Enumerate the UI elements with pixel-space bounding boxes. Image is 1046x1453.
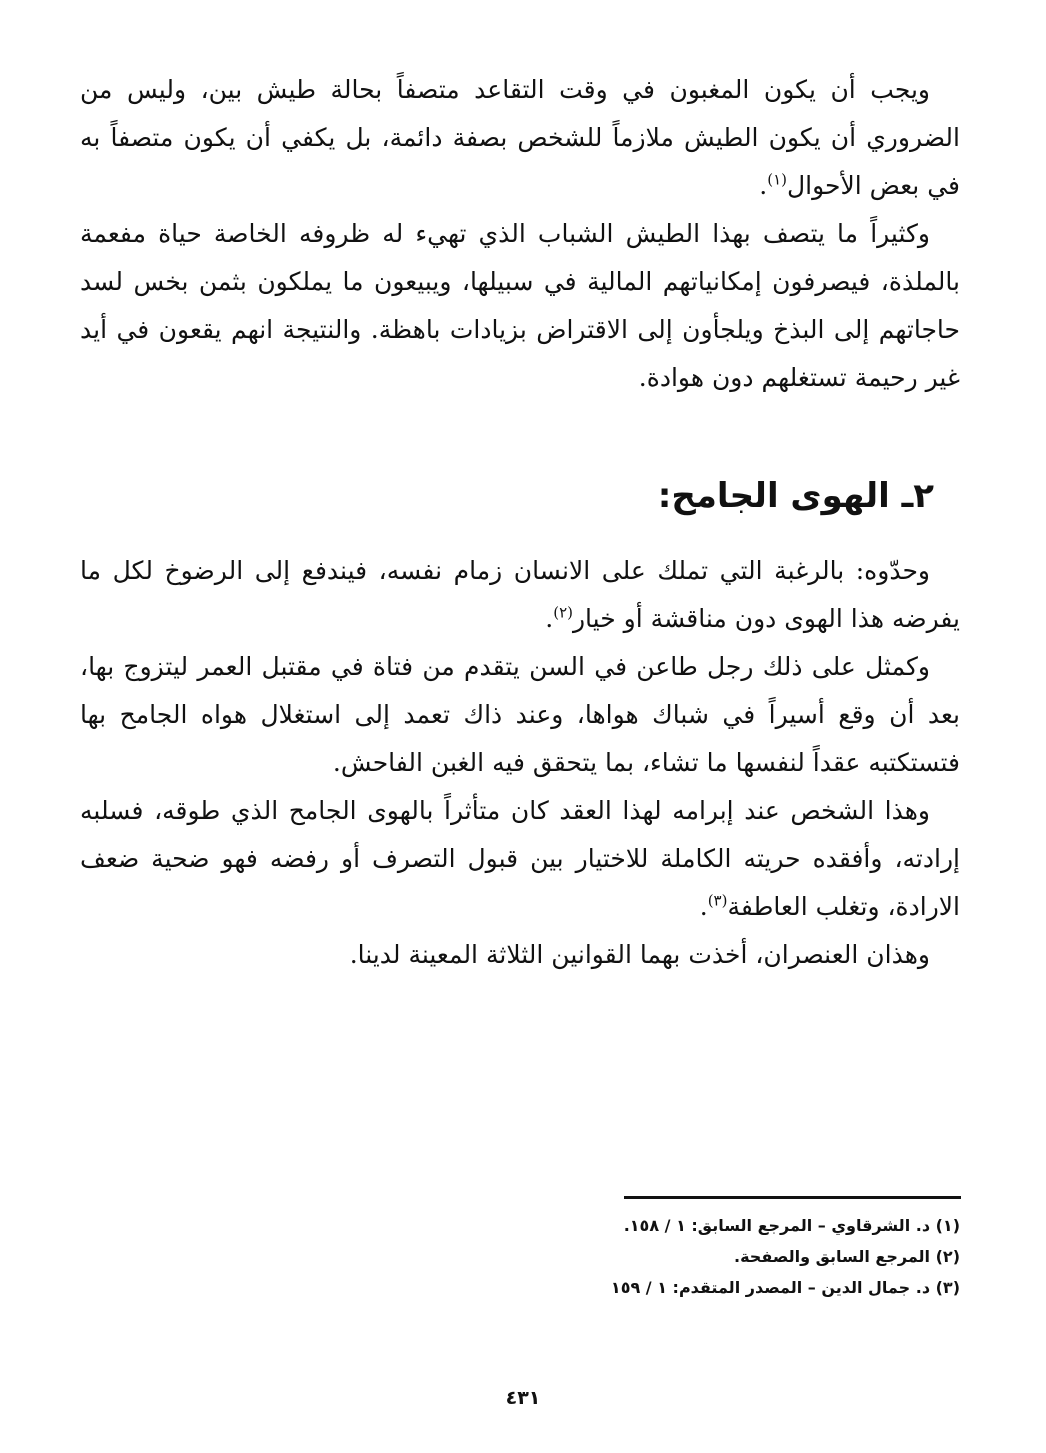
page-number: ٤٣١ <box>505 1387 541 1409</box>
footnote-ref-3: (٣) <box>707 891 728 910</box>
paragraph-1-text: ويجب أن يكون المغبون في وقت التقاعد متصفاً بحالة طيش بين، وليس من الضروري أن يكون الطيش ملازماً للشخص بصفة دائمة، بل يكفي أن يكون متصفاً به في بعض الأحوال <box>80 75 960 200</box>
footnote-3: (٣) د. جمال الدين – المصدر المتقدم: ١ / ١٥٩ <box>610 1278 960 1297</box>
footnote-ref-2: (٢) <box>553 603 573 622</box>
paragraph-5 <box>80 787 960 931</box>
footnote-1: (١) د. الشرقاوي – المرجع السابق: ١ / ١٥٨. <box>623 1216 960 1235</box>
footnote-2: (٢) المرجع السابق والصفحة. <box>734 1247 960 1266</box>
paragraph-4: وكمثل على ذلك رجل طاعن في السن يتقدم من فتاة في مقتبل العمر ليتزوج بها، بعد أن وقع أسيراً في شباك هواها، وعند ذاك تعمد إلى استغلال هواه الجامح بها فتستكتبه عقداً لنفسها ما تشاء، بما يتحقق فيه الغبن الفاحش. <box>80 652 960 777</box>
footnote-divider <box>624 1196 961 1199</box>
body-text-bottom <box>80 547 960 979</box>
paragraph-1 <box>80 66 960 210</box>
paragraph-1-end: . <box>759 171 768 200</box>
paragraph-3-text: وحدّوه: بالرغبة التي تملك على الانسان زمام نفسه، فيندفع إلى الرضوخ لكل ما يفرضه هذا الهوى دون مناقشة أو خيار <box>80 556 960 633</box>
footnotes <box>360 1210 960 1303</box>
paragraph-6: وهذان العنصران، أخذت بهما القوانين الثلاثة المعينة لدينا. <box>349 940 930 969</box>
paragraph-5-text: وهذا الشخص عند إبرامه لهذا العقد كان متأثراً بالهوى الجامح الذي طوقه، فسلبه إرادته، وأفقده حريته الكاملة للاختيار بين قبول التصرف أو رفضه فهو ضحية ضعف الارادة، وتغلب العاطفة <box>80 796 960 921</box>
body-text-top <box>80 66 960 402</box>
paragraph-2: وكثيراً ما يتصف بهذا الطيش الشباب الذي تهيء له ظروفه الخاصة حياة مفعمة بالملذة، فيصرفون إمكانياتهم المالية في سبيلها، ويبيعون ما يملكون بثمن بخس لسد حاجاتهم إلى البذخ ويلجأون إلى الاقتراض بزيادات باهظة. والنتيجة انهم يقعون في أيد غير رحيمة تستغلهم دون هوادة. <box>80 219 960 392</box>
paragraph-5-end: . <box>699 892 708 921</box>
section-heading: ٢ـ الهوى الجامح: <box>657 476 934 516</box>
footnote-ref-1: (١) <box>767 170 787 189</box>
paragraph-3-end: . <box>545 604 554 633</box>
paragraph-3 <box>80 547 960 643</box>
